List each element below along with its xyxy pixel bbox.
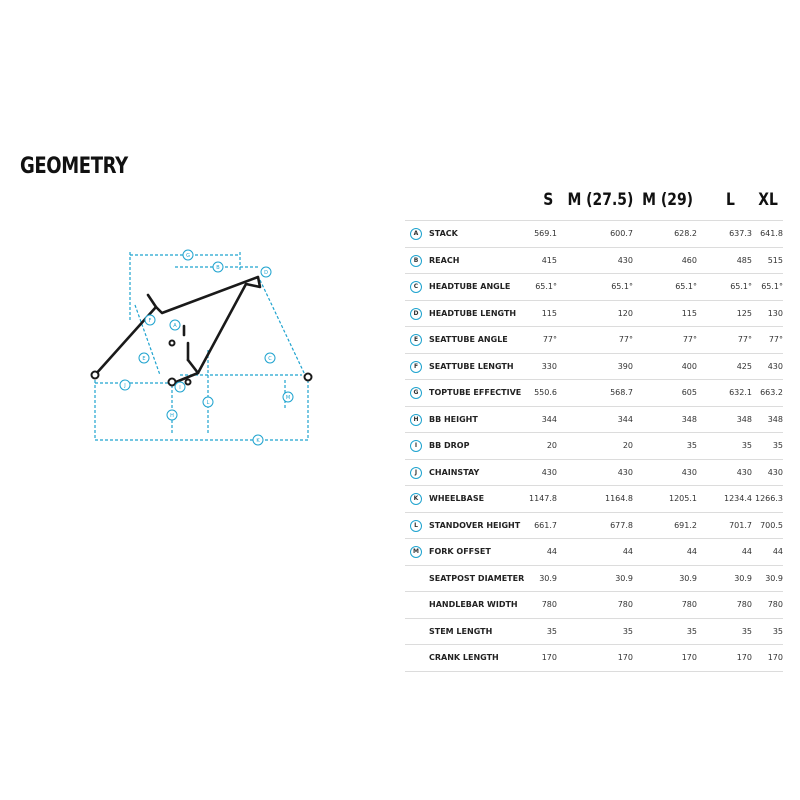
svg-text:M: M <box>285 395 291 401</box>
row-label: STEM LENGTH <box>429 626 493 636</box>
row-value: 170 <box>541 653 557 662</box>
row-value: 170 <box>681 653 697 662</box>
table-row <box>405 379 783 406</box>
row-value: 661.7 <box>534 520 557 530</box>
row-value: 35 <box>546 626 557 636</box>
row-value: 35 <box>741 441 752 450</box>
row-value: 20 <box>622 441 633 450</box>
row-badge: J <box>410 467 422 479</box>
row-value: 600.7 <box>610 229 633 238</box>
row-value: 65.1° <box>611 282 633 291</box>
row-value: 780 <box>541 600 557 609</box>
svg-text:F: F <box>148 318 152 324</box>
table-row <box>405 565 783 592</box>
row-label: HANDLEBAR WIDTH <box>429 600 518 609</box>
frame-pivots <box>92 341 312 386</box>
row-value: 65.1° <box>761 282 783 291</box>
row-value: 641.8 <box>760 229 783 238</box>
row-value: 632.1 <box>729 388 752 397</box>
row-value: 415 <box>541 255 557 265</box>
row-value: 30.9 <box>679 573 697 583</box>
row-value: 1234.4 <box>724 494 752 503</box>
row-value: 700.5 <box>760 520 783 530</box>
row-value: 20 <box>546 441 557 450</box>
diagram-badge-i <box>175 382 185 392</box>
row-badge: K <box>410 493 422 505</box>
row-value: 115 <box>541 308 557 318</box>
row-value: 1147.8 <box>529 494 557 503</box>
row-value: 35 <box>772 441 783 450</box>
row-value: 780 <box>681 600 697 609</box>
row-label: SEATPOST DIAMETER <box>429 573 525 583</box>
row-value: 663.2 <box>760 388 783 397</box>
row-label: HEADTUBE LENGTH <box>429 308 517 318</box>
front-axle <box>305 374 312 381</box>
row-value: 44 <box>546 547 557 556</box>
diagram-badge-f <box>145 315 155 325</box>
row-value: 30.9 <box>539 573 557 583</box>
row-value: 125 <box>736 308 752 318</box>
rear-axle <box>92 372 99 379</box>
diagram-badge-c <box>265 353 275 363</box>
row-value: 348 <box>736 414 752 424</box>
row-value: 115 <box>681 308 697 318</box>
row-value: 30.9 <box>765 573 783 583</box>
table-row <box>405 459 783 486</box>
row-value: 344 <box>617 414 633 424</box>
diagram-badge-k <box>253 435 263 445</box>
row-value: 44 <box>741 547 752 556</box>
row-value: 430 <box>541 467 557 477</box>
svg-text:G: G <box>186 253 190 259</box>
row-value: 430 <box>767 467 783 477</box>
row-label: WHEELBASE <box>429 494 485 503</box>
size-header-row <box>405 190 783 220</box>
row-label: BB HEIGHT <box>429 414 478 424</box>
row-value: 780 <box>617 600 633 609</box>
table-row <box>405 353 783 380</box>
svg-text:I: I <box>179 385 181 391</box>
row-value: 44 <box>772 547 783 556</box>
row-value: 430 <box>681 467 697 477</box>
row-value: 44 <box>686 547 697 556</box>
row-value: 691.2 <box>674 520 697 530</box>
row-value: 637.3 <box>729 229 752 238</box>
row-value: 701.7 <box>729 520 752 530</box>
svg-text:K: K <box>256 438 260 444</box>
row-badge: C <box>410 281 422 293</box>
row-badge: D <box>410 308 422 320</box>
row-value: 780 <box>736 600 752 609</box>
page-title: GEOMETRY <box>20 154 128 179</box>
row-value: 65.1° <box>675 282 697 291</box>
row-value: 515 <box>767 255 783 265</box>
row-value: 130 <box>767 308 783 318</box>
row-badge: H <box>410 414 422 426</box>
table-row <box>405 273 783 300</box>
table-row <box>405 406 783 433</box>
row-value: 1205.1 <box>669 494 697 503</box>
table-row <box>405 247 783 274</box>
size-header-xl: XL <box>758 190 778 210</box>
row-label: FORK OFFSET <box>429 547 491 556</box>
row-value: 77° <box>737 335 752 344</box>
row-label: CHAINSTAY <box>429 467 480 477</box>
row-value: 677.8 <box>610 520 633 530</box>
table-row <box>405 300 783 327</box>
row-label: STANDOVER HEIGHT <box>429 520 521 530</box>
table-row <box>405 618 783 645</box>
frame-geometry-diagram <box>80 240 340 450</box>
table-row <box>405 591 783 618</box>
row-value: 430 <box>617 467 633 477</box>
row-value: 170 <box>617 653 633 662</box>
row-value: 569.1 <box>534 229 557 238</box>
table-row <box>405 538 783 565</box>
row-badge: B <box>410 255 422 267</box>
diagram-badge-d <box>261 267 271 277</box>
row-value: 430 <box>767 361 783 371</box>
table-row <box>405 432 783 459</box>
frame-diagram-svg <box>80 240 340 450</box>
row-badge: L <box>410 520 422 532</box>
row-badge: I <box>410 440 422 452</box>
row-badge: F <box>410 361 422 373</box>
row-label: TOPTUBE EFFECTIVE <box>429 388 522 397</box>
row-value: 77° <box>542 335 557 344</box>
diagram-badge-m <box>283 392 293 402</box>
row-value: 30.9 <box>734 573 752 583</box>
row-value: 30.9 <box>615 573 633 583</box>
row-badge: A <box>410 228 422 240</box>
row-label: SEATTUBE ANGLE <box>429 335 508 344</box>
row-badge: E <box>410 334 422 346</box>
row-label: STACK <box>429 229 458 238</box>
svg-text:B: B <box>216 265 220 271</box>
geometry-table <box>405 190 783 672</box>
row-value: 568.7 <box>610 388 633 397</box>
diagram-badge-l <box>203 397 213 407</box>
row-value: 430 <box>617 255 633 265</box>
row-value: 430 <box>736 467 752 477</box>
bottom-bracket <box>169 379 176 386</box>
row-value: 460 <box>681 255 697 265</box>
svg-text:E: E <box>142 356 146 362</box>
geometry-rows <box>405 220 783 672</box>
diagram-badge-e <box>139 353 149 363</box>
size-header-m-29: M (29) <box>642 190 693 210</box>
row-badge: M <box>410 546 422 558</box>
row-value: 1266.3 <box>755 494 783 503</box>
row-label: SEATTUBE LENGTH <box>429 361 514 371</box>
diagram-badge-j <box>120 380 130 390</box>
row-value: 605 <box>681 388 697 397</box>
row-value: 485 <box>736 255 752 265</box>
diagram-badge-g <box>183 250 193 260</box>
row-value: 425 <box>736 361 752 371</box>
dimension-lines <box>95 252 308 440</box>
table-row <box>405 220 783 247</box>
row-value: 1164.8 <box>605 494 633 503</box>
row-value: 77° <box>768 335 783 344</box>
svg-text:L: L <box>206 400 210 406</box>
row-value: 780 <box>767 600 783 609</box>
diagram-badge-h <box>167 410 177 420</box>
table-row <box>405 512 783 539</box>
row-label: HEADTUBE ANGLE <box>429 282 511 291</box>
svg-text:D: D <box>264 270 268 276</box>
row-value: 35 <box>686 441 697 450</box>
row-value: 348 <box>767 414 783 424</box>
row-value: 348 <box>681 414 697 424</box>
table-row <box>405 326 783 353</box>
row-value: 77° <box>682 335 697 344</box>
row-label: BB DROP <box>429 441 470 450</box>
row-value: 65.1° <box>730 282 752 291</box>
row-value: 35 <box>772 626 783 636</box>
row-value: 550.6 <box>534 388 557 397</box>
svg-text:H: H <box>170 413 174 419</box>
size-header-m-27: M (27.5) <box>567 190 633 210</box>
diagram-badge-a <box>170 320 180 330</box>
svg-text:A: A <box>173 323 177 329</box>
row-value: 35 <box>741 626 752 636</box>
row-value: 628.2 <box>674 229 697 238</box>
table-row <box>405 644 783 672</box>
row-value: 170 <box>736 653 752 662</box>
svg-text:J: J <box>124 383 126 389</box>
row-value: 35 <box>686 626 697 636</box>
size-header-s: S <box>542 190 553 210</box>
row-value: 35 <box>622 626 633 636</box>
row-value: 120 <box>617 308 633 318</box>
row-value: 65.1° <box>535 282 557 291</box>
row-label: CRANK LENGTH <box>429 653 499 662</box>
row-value: 77° <box>618 335 633 344</box>
row-value: 44 <box>622 547 633 556</box>
row-badge: G <box>410 387 422 399</box>
row-value: 344 <box>541 414 557 424</box>
table-row <box>405 485 783 512</box>
diagram-label-badges <box>120 250 293 445</box>
size-header-l: L <box>726 190 735 210</box>
svg-text:C: C <box>268 356 272 362</box>
row-value: 400 <box>681 361 697 371</box>
row-label: REACH <box>429 255 460 265</box>
row-value: 330 <box>541 361 557 371</box>
row-value: 170 <box>767 653 783 662</box>
row-value: 390 <box>617 361 633 371</box>
diagram-badge-b <box>213 262 223 272</box>
